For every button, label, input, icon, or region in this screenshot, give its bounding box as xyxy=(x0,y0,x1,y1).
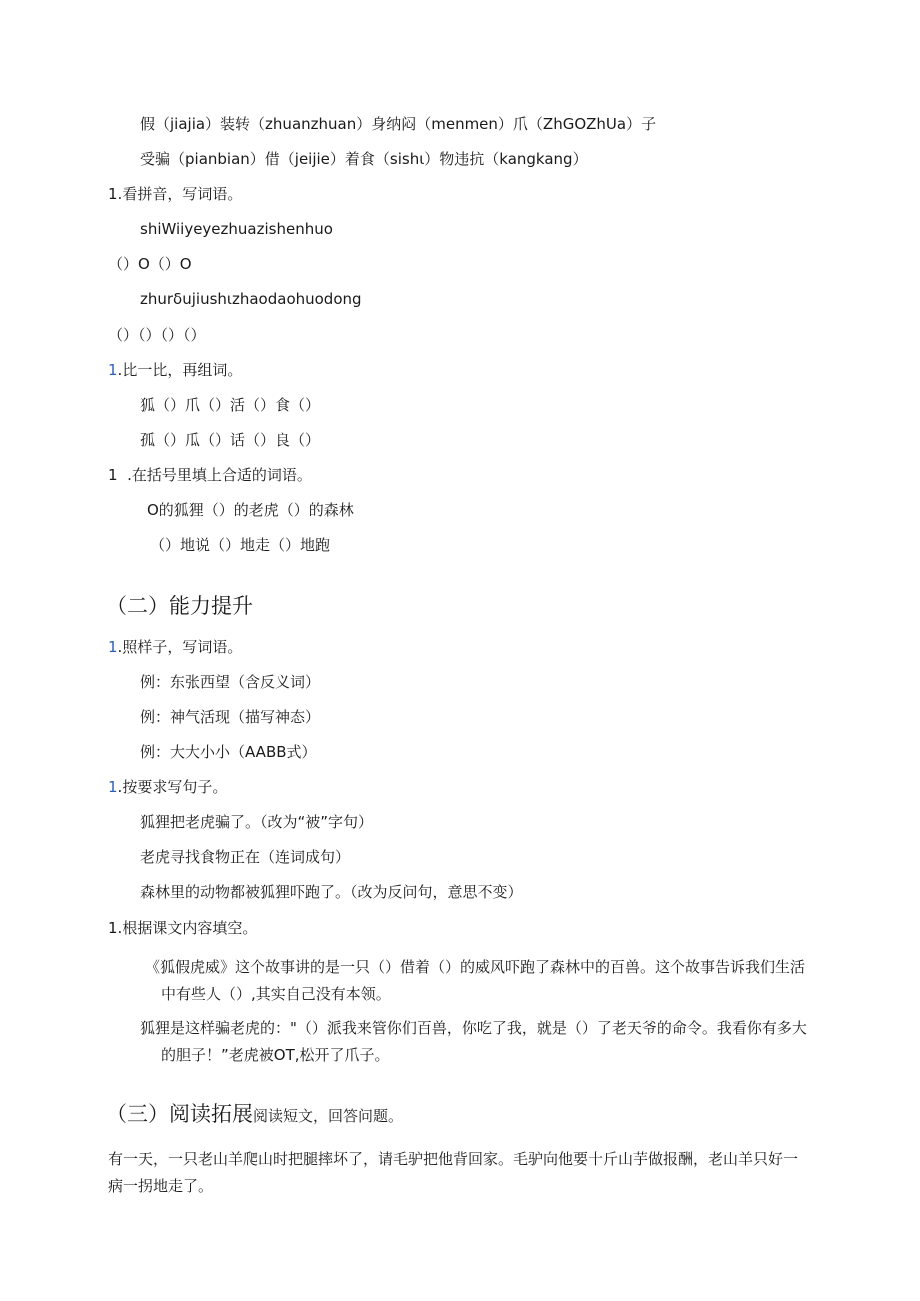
fill-line-2: （）地说（）地走（）地跑 xyxy=(150,536,331,554)
story-fill-paragraph-1: 《狐假虎威》这个故事讲的是一只（）借着（）的威风吓跑了森林中的百兽。这个故事告诉我们生活中有些人（）,其实自己没有本领。 xyxy=(145,958,806,1003)
example-line-3: 例：大大小小（AABB式） xyxy=(140,743,317,761)
pinyin-prompt-2: zhurδujiushιzhaodaohuodong xyxy=(140,290,362,308)
pinyin-line-1: 假（jiajia）装转（zhuanzhuan）身纳闷（menmen）爪（ZhGOZhUa）子 xyxy=(140,115,657,133)
question-number: 1 xyxy=(108,638,118,656)
question-follow-example xyxy=(108,637,242,657)
question-compare-words xyxy=(108,360,242,380)
question-text-fill xyxy=(108,918,257,938)
pinyin-line-2: 受骗（pianbian）借（jeijie）着食（sishι）物违抗（kangkang） xyxy=(140,150,588,168)
question-text: .在括号里填上合适的词语。 xyxy=(117,466,312,484)
question-number: 1 xyxy=(108,919,118,937)
section-subheading: 阅读短文，回答问题。 xyxy=(253,1107,404,1125)
reading-passage: 有一天，一只老山羊爬山时把腿摔坏了，请毛驴把他背回家。毛驴向他要十斤山芋做报酬，老山羊只好一病一拐地走了。 xyxy=(108,1150,799,1195)
question-text: .照样子，写词语。 xyxy=(117,638,243,656)
section-heading-text: （三）阅读拓展 xyxy=(106,1102,253,1126)
answer-blanks-2: （）（）（）（） xyxy=(108,326,206,344)
question-number: 1 xyxy=(108,361,118,379)
fill-line-1: O的狐狸（）的老虎（）的森林 xyxy=(147,501,354,519)
sentence-line-1: 狐狸把老虎骗了。（改为“被”字句） xyxy=(140,813,374,831)
question-number: 1 xyxy=(108,778,118,796)
compare-line-1: 狐（）爪（）活（）食（） xyxy=(140,396,321,414)
question-number: 1 xyxy=(108,185,118,203)
question-text: .看拼音，写词语。 xyxy=(117,185,243,203)
question-text: .根据课文内容填空。 xyxy=(117,919,258,937)
question-write-sentences xyxy=(108,777,227,797)
example-line-1: 例：东张西望（含反义词） xyxy=(140,673,321,691)
question-text: .比一比，再组词。 xyxy=(117,361,243,379)
compare-line-2: 孤（）瓜（）话（）良（） xyxy=(140,431,321,449)
sentence-line-3: 森林里的动物都被狐狸吓跑了。（改为反问句，意思不变） xyxy=(140,883,523,901)
question-look-pinyin xyxy=(108,184,242,204)
example-line-2: 例：神气活现（描写神态） xyxy=(140,708,321,726)
question-fill-brackets xyxy=(108,465,312,485)
pinyin-prompt-1: shiWiiyeyezhuazishenhuo xyxy=(140,220,333,238)
question-text: .按要求写句子。 xyxy=(117,778,228,796)
section-heading-reading xyxy=(106,1100,403,1130)
section-heading-ability: （二）能力提升 xyxy=(106,594,253,618)
question-number: 1 xyxy=(108,466,118,484)
story-fill-paragraph-2: 狐狸是这样骗老虎的："（）派我来管你们百兽，你吃了我，就是（）了老天爷的命令。我看你有多大的胆子！”老虎被OT,松开了爪子。 xyxy=(140,1019,807,1064)
answer-blanks-1: （）O（）O xyxy=(108,255,192,273)
sentence-line-2: 老虎寻找食物正在（连词成句） xyxy=(140,848,351,866)
